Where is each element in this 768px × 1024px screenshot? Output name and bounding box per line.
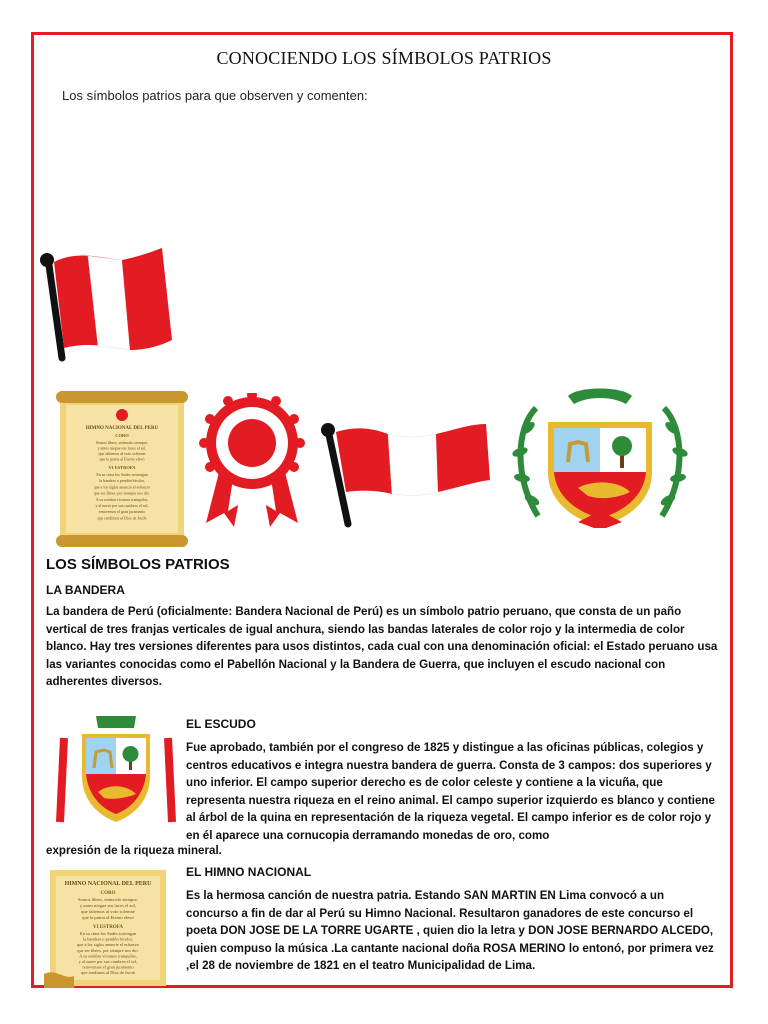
scroll-small-line: renovemos el gran juramento [82, 964, 134, 970]
scroll-small-line: que la patria al Eterno elevó [82, 915, 134, 920]
scroll-small-line: En su cima los Andes sostengan [79, 931, 137, 936]
escudo-text-tail: expresión de la riqueza mineral. [46, 844, 222, 857]
himno-scroll-image [52, 389, 192, 549]
scroll-small-line: que rendimos al Dios de Jacob [81, 970, 135, 976]
coat-of-arms-large-image [508, 388, 692, 534]
page-title: CONOCIENDO LOS SÍMBOLOS PATRIOS [216, 48, 552, 68]
scroll-line: que la patria al Eterno elevó [99, 456, 145, 462]
scroll-small-coro [78, 897, 138, 920]
scroll-small-estrofa-label: VI ESTROFA [92, 925, 124, 930]
scroll-line: que a los siglos anuncie el esfuerzo [93, 484, 151, 490]
bandera-text: La bandera de Perú (oficialmente: Bandera Nacional de Perú) es un símbolo patrio peruano, que consta de un paño vertical de tres franjas verticales de igual anchura, siendo las bandas laterales de color rojo y la intermedia de color blanco. Hay tres versiones diferentes para usos distintos, cada cual con una denominación oficial: el Estado peruano usa las variantes conocidas como el Pabellón Nacional y la Bandera de Guerra, que incluyen el escudo nacional con adherentes diversos. [46, 605, 718, 689]
bandera-heading: LA BANDERA [46, 583, 125, 597]
scroll-line: que ser libres, por siempre nos dio. [94, 490, 150, 496]
scroll-line: renovemos el gran juramento [98, 509, 146, 515]
scroll-small-line: que a los siglos anuncie el esfuerzo [77, 942, 139, 948]
scroll-line: que faltemos al voto solemne [98, 451, 146, 456]
scroll-line: Somos libres, seámoslo siempre, [95, 440, 149, 445]
intro-text: Los símbolos patrios para que observen y comenten: [62, 88, 368, 103]
scroll-estrofa [94, 472, 150, 520]
scroll-small-title: HIMNO NACIONAL DEL PERU [64, 881, 152, 887]
coat-of-arms-small-image [56, 712, 176, 832]
section-title: LOS SÍMBOLOS PATRIOS [46, 556, 230, 573]
scroll-line: que rendimos al Dios de Jacob [97, 515, 147, 521]
scroll-small-line: y al nacer por sus cumbres el sol, [78, 959, 138, 964]
flag-small-image [320, 420, 500, 530]
scroll-small-line: y antes niegue sus luces el sol, [79, 903, 137, 908]
scroll-coro [96, 440, 148, 462]
himno-text: Es la hermosa canción de nuestra patria. Estando SAN MARTIN EN Lima convocó a un concurso a fin de dar al Perú su Himno Nacional. Resultaron ganadores de este concurso el poeta DON JOSE DE LA TORRE UGARTE , quien dio la letra y DON JOSE BERNARDO ALCEDO, quien compuso la música .La cantante nacional doña ROSA MERINO lo entonó, por primera vez ,el 28 de noviembre de 1821 en el teatro Municipalidad de Lima. [186, 889, 714, 973]
escudo-heading: EL ESCUDO [186, 717, 256, 731]
scroll-small-line: la bandera o pendón bicolor, [83, 936, 133, 942]
scroll-estrofa-label: VI ESTROFA [108, 465, 136, 470]
scroll-line: En su cima los Andes sostengan [96, 472, 148, 477]
scroll-small-estrofa [77, 931, 140, 975]
scroll-line: A su sombra vivamos tranquilos, [95, 496, 149, 502]
scroll-line: y al nacer por sus cumbres el sol, [95, 503, 149, 508]
scroll-coro-label: CORO [115, 433, 129, 438]
scroll-line: la bandera o pendón bicolor, [99, 478, 145, 484]
himno-scroll-small-image [44, 864, 172, 992]
scroll-small-line: que ser libres, por siempre nos dio. [77, 947, 139, 953]
scroll-small-line: A su sombra vivamos tranquilos, [79, 953, 137, 959]
scroll-small-coro-label: CORO [100, 891, 116, 896]
scroll-line: y antes niegue sus luces el sol, [97, 445, 147, 451]
cockade-image [194, 393, 310, 533]
scroll-title: HIMNO NACIONAL DEL PERU [85, 426, 159, 431]
himno-heading: EL HIMNO NACIONAL [186, 865, 312, 879]
flag-large-image [38, 248, 178, 364]
scroll-small-line: que faltemos al voto solemne [81, 909, 135, 914]
scroll-small-line: Somos libres, seámoslo siempre, [77, 897, 139, 902]
escudo-text: Fue aprobado, también por el congreso de 1825 y distingue a las oficinas públicas, colegios y centros educativos e integra nuestra bandera de guerra. Consta de 3 campos: dos superiores y uno inferior. El campo superior derecho es de color celeste y contiene a la vicuña, que representa nuestra riqueza en el reino animal. El campo superior izquierdo es blanco y contiene al árbol de la quina en representación de la riqueza vegetal. El campo inferior es de color rojo y en él aparece una cornucopia derramando monedas de oro, como [186, 741, 715, 842]
